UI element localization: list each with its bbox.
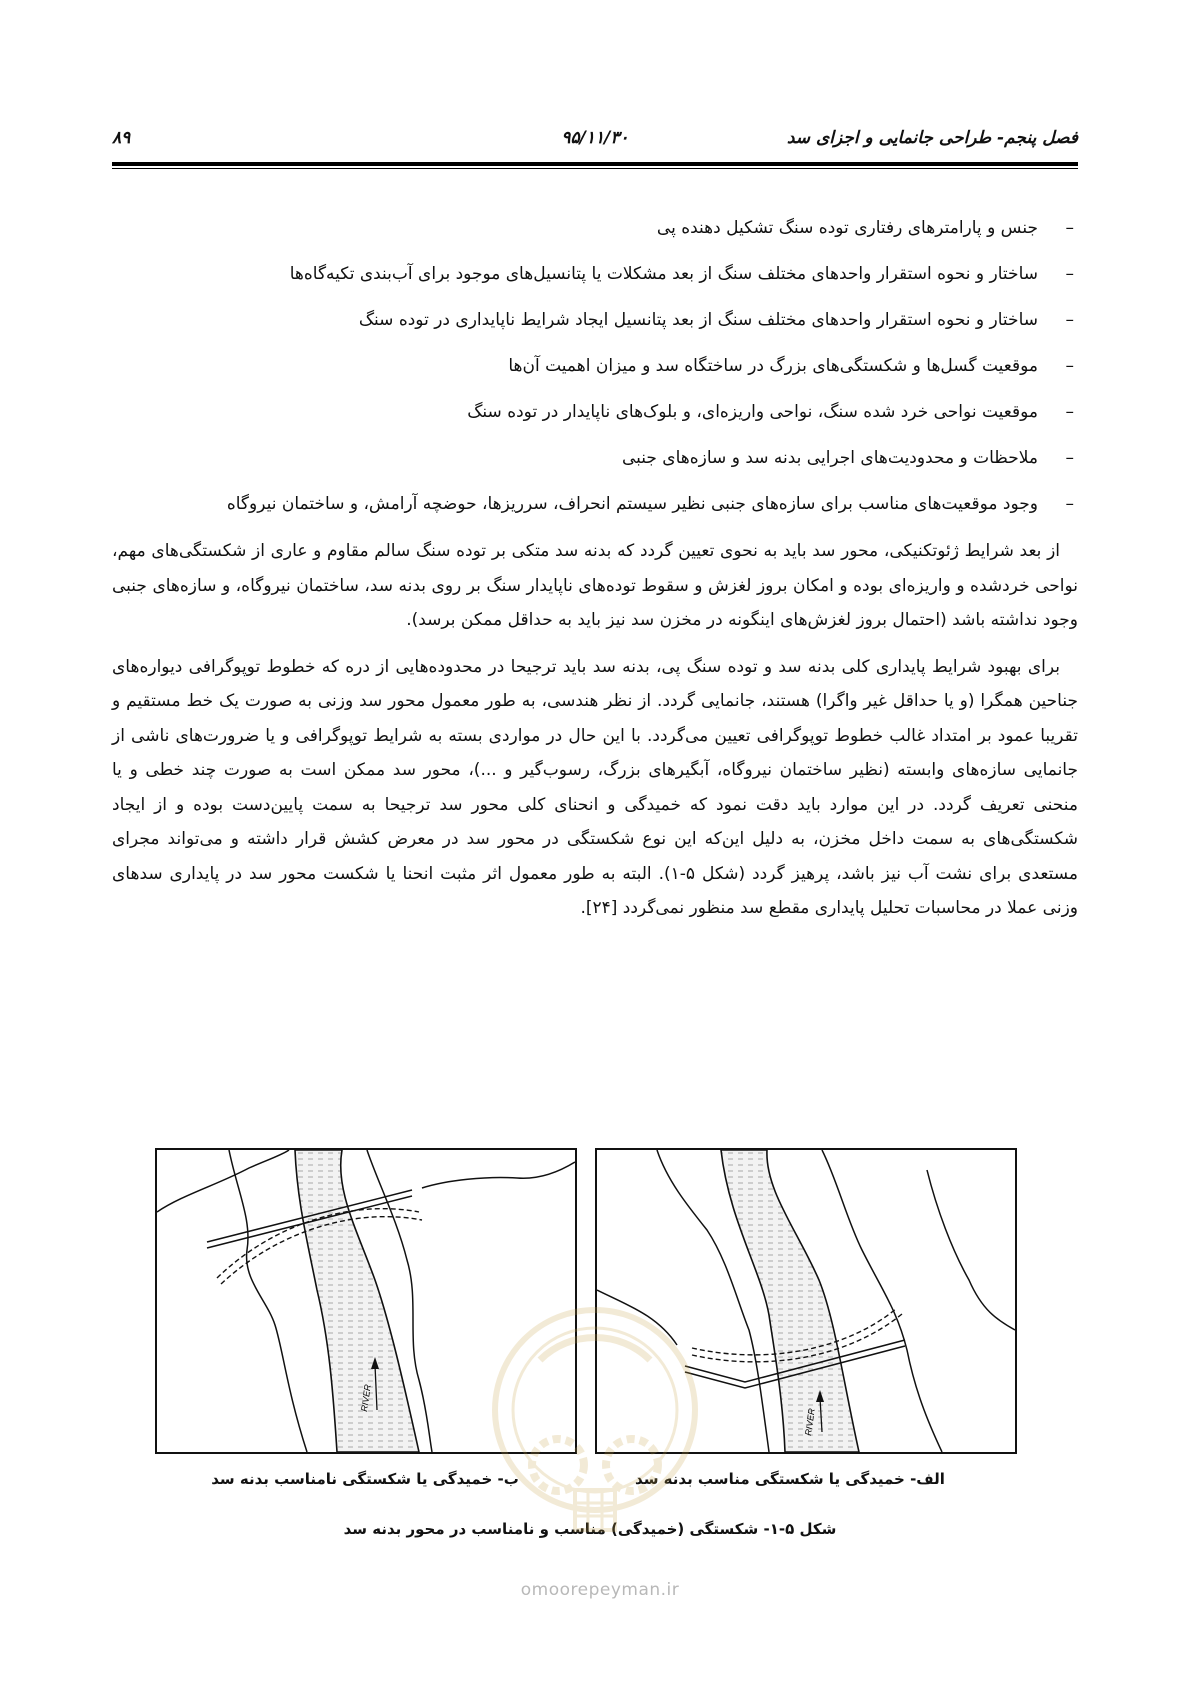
bullet-dash: – bbox=[1065, 264, 1074, 284]
caption-suitable: الف- خمیدگی یا شکستگی مناسب بدنه سد bbox=[635, 1470, 945, 1488]
chapter-title: فصل پنجم- طراحی جانمایی و اجزای سد bbox=[786, 128, 1078, 148]
list-item bbox=[112, 350, 1078, 382]
diagram-suitable bbox=[597, 1150, 1015, 1452]
contour-left-1 bbox=[157, 1150, 289, 1212]
figure-dam-axis bbox=[155, 1148, 1015, 1458]
list-item-text: وجود موقعیت‌های مناسب برای سازه‌های جنبی نظیر سیستم انحراف، سرریزها، حوضچه آرامش، و ساختمان نیروگاه bbox=[226, 494, 1038, 514]
list-item bbox=[112, 488, 1078, 520]
list-item bbox=[112, 396, 1078, 428]
watermark-site: omoorepeyman.ir bbox=[520, 1580, 680, 1600]
list-item bbox=[112, 442, 1078, 474]
list-item-text: موقعیت گسل‌ها و شکستگی‌های بزرگ در ساختگاه سد و میزان اهمیت آن‌ها bbox=[508, 356, 1038, 376]
caption-unsuitable: ب- خمیدگی یا شکستگی نامناسب بدنه سد bbox=[211, 1470, 519, 1488]
figure-title: شکل ۵-۱- شکستگی (خمیدگی) مناسب و نامناسب در محور بدنه سد bbox=[343, 1520, 837, 1538]
bullet-list bbox=[112, 212, 1078, 520]
bullet-dash: – bbox=[1065, 402, 1074, 422]
panel-suitable bbox=[595, 1148, 1017, 1454]
paragraph-geotechnical: از بعد شرایط ژئوتکنیکی، محور سد باید به نحوی تعیین گردد که بدنه سد متکی بر توده سنگ سالم مقاوم و عاری از شکستگی‌های مهم، نواحی خردشده و واریزه‌ای بوده و امکان بروز لغزش و سقوط توده‌های ناپایدار سنگ بر روی بدنه سد، ساختمان نیروگاه، و سازه‌های جنبی وجود نداشته باشد (احتمال بروز لغزش‌های اینگونه در مخزن سد نیز باید به حداقل ممکن برسد). bbox=[112, 541, 1078, 630]
bullet-dash: – bbox=[1065, 310, 1074, 330]
list-item-text: جنس و پارامترهای رفتاری توده سنگ تشکیل دهنده پی bbox=[656, 218, 1038, 238]
bullet-dash: – bbox=[1065, 494, 1074, 514]
list-item-text: ساختار و نحوه استقرار واحدهای مختلف سنگ از بعد مشکلات یا پتانسیل‌های موجود برای آب‌بندی تکیه‌گاه‌ها bbox=[289, 264, 1038, 284]
body-content bbox=[112, 212, 1078, 938]
page-number: ۸۹ bbox=[112, 128, 131, 148]
contour-right-2 bbox=[422, 1162, 575, 1188]
bullet-dash: – bbox=[1065, 218, 1074, 238]
list-item bbox=[112, 304, 1078, 336]
contour-left-2 bbox=[597, 1290, 677, 1345]
header-rule-thin bbox=[112, 168, 1078, 169]
list-item-text: ملاحظات و محدودیت‌های اجرایی بدنه سد و سازه‌های جنبی bbox=[621, 448, 1038, 468]
list-item-text: ساختار و نحوه استقرار واحدهای مختلف سنگ از بعد پتانسیل ایجاد شرایط ناپایداری در توده سنگ bbox=[358, 310, 1038, 330]
paragraph-stability: برای بهبود شرایط پایداری کلی بدنه سد و توده سنگ پی، بدنه سد باید ترجیحا در محدوده‌هایی از دره که خطوط توپوگرافی دیواره‌های جناحین همگرا (و یا حداقل غیر واگرا) هستند، جانمایی گردد. از نظر هندسی، به طور معمول محور سد وزنی به صورت یک خط مستقیم و تقریبا عمود بر امتداد غالب خطوط توپوگرافی تعیین می‌گردد. با این حال در مواردی بسته به شرایط توپوگرافی و یا ضرورت‌های ناشی از جانمایی سازه‌های وابسته (نظیر ساختمان نیروگاه، آبگیرهای بزرگ، رسوب‌گیر و ...)، محور سد ممکن است به صورت چند خطی و یا منحنی تعریف گردد. در این موارد باید دقت نمود که خمیدگی و انحنای کلی محور سد ترجیحا به سمت پایین‌دست بوده و از ایجاد شکستگی‌های به سمت داخل مخزن، به دلیل این‌که این نوع شکستگی در محور سد در معرض کشش قرار داشته و می‌تواند مجرای مستعدی برای نشت آب نیز باشد، پرهیز گردد (شکل ۵-۱). البته به طور معمول اثر مثبت انحنا یا شکست محور سد در پایداری سدهای وزنی عملا در محاسبات تحلیل پایداری مقطع سد منظور نمی‌گردد [۲۴]. bbox=[112, 656, 1078, 918]
list-item-text: موقعیت نواحی خرد شده سنگ، نواحی واریزه‌ای، و بلوک‌های ناپایدار در توده سنگ bbox=[467, 402, 1038, 422]
header-rule-thick bbox=[112, 162, 1078, 166]
header-date: ۹۵/۱۱/۳۰ bbox=[561, 128, 629, 148]
diagram-unsuitable bbox=[157, 1150, 575, 1452]
river-channel bbox=[295, 1150, 419, 1452]
list-item bbox=[112, 258, 1078, 290]
contour-left-2 bbox=[229, 1150, 307, 1452]
river-label: RIVER bbox=[803, 1407, 817, 1437]
river-channel bbox=[721, 1150, 859, 1452]
list-item bbox=[112, 212, 1078, 244]
bullet-dash: – bbox=[1065, 448, 1074, 468]
contour-right-2 bbox=[927, 1170, 1015, 1330]
river-label: RIVER bbox=[359, 1383, 373, 1413]
page-header bbox=[112, 128, 1078, 158]
panel-unsuitable bbox=[155, 1148, 577, 1454]
bullet-dash: – bbox=[1065, 356, 1074, 376]
